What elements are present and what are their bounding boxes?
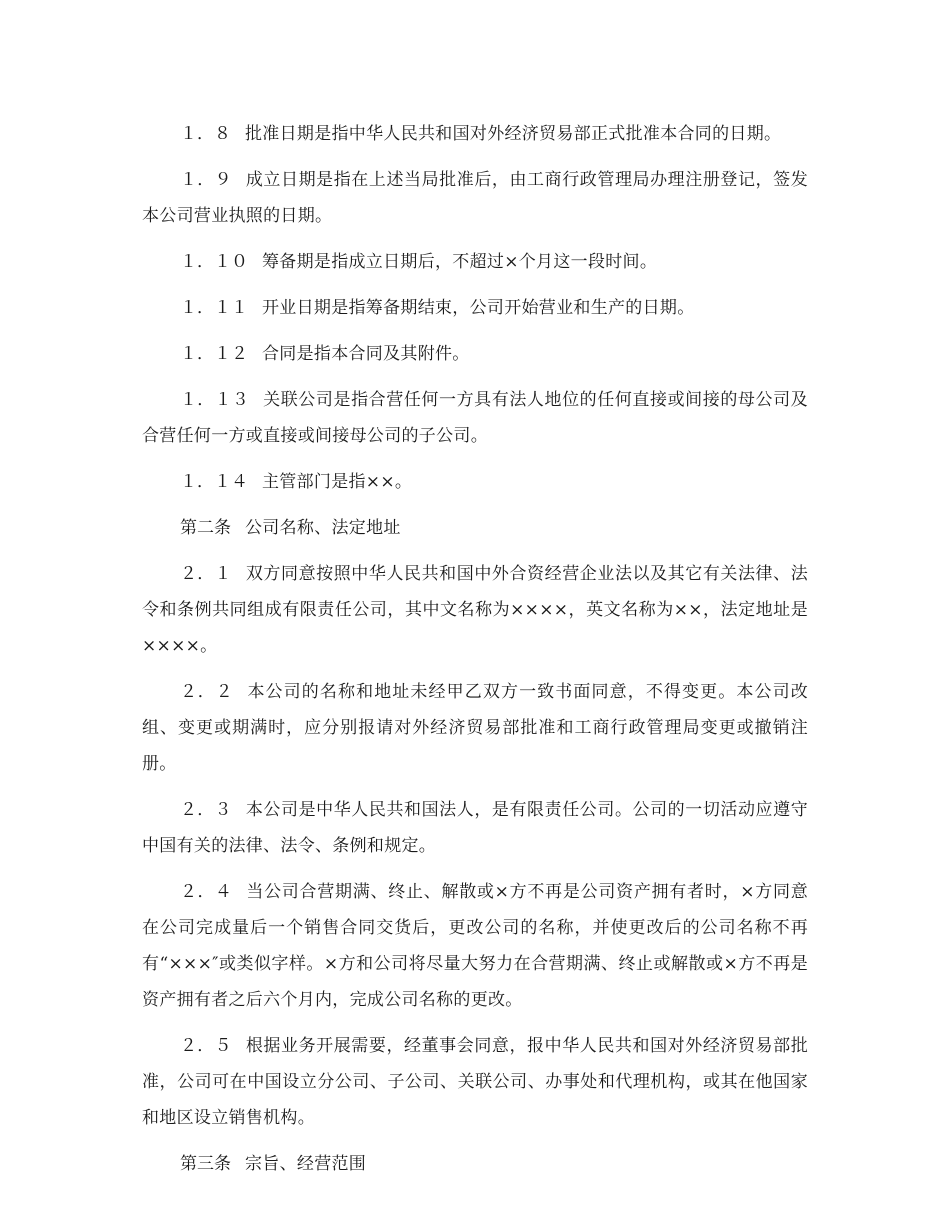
clause-2-1: [142, 556, 808, 664]
clause-number: ２．１: [180, 564, 232, 584]
clause-2-3: [142, 792, 808, 864]
clause-number: １．８: [180, 124, 231, 144]
clause-text: 本公司是中华人民共和国法人，是有限责任公司。公司的一切活动应遵守中国有关的法律、法令、条例和规定。: [142, 800, 809, 856]
clause-1-8: [142, 116, 808, 152]
article-3-heading: [142, 1146, 808, 1182]
article-number: 第二条: [180, 518, 231, 538]
article-title: 公司名称、法定地址: [245, 518, 401, 538]
clause-text: 双方同意按照中华人民共和国中外合资经营企业法以及其它有关法律、法令和条例共同组成有限责任公司，其中文名称为××××，英文名称为××，法定地址是××××。: [142, 564, 809, 656]
clause-number: ２．５: [180, 1036, 232, 1056]
clause-1-14: [142, 464, 808, 500]
clause-number: ２．４: [180, 882, 233, 902]
clause-number: ２．２: [180, 682, 234, 702]
clause-1-11: [142, 290, 808, 326]
clause-text: 成立日期是指在上述当局批准后，由工商行政管理局办理注册登记，签发本公司营业执照的日期。: [142, 170, 809, 226]
clause-number: ２．３: [180, 800, 232, 820]
article-title: 宗旨、经营范围: [245, 1154, 367, 1174]
clause-number: １．１０: [180, 252, 248, 272]
clause-number: １．１３: [180, 390, 250, 410]
clause-2-5: [142, 1028, 808, 1136]
clause-1-9: [142, 162, 808, 234]
clause-number: １．１２: [180, 344, 248, 364]
clause-2-2: [142, 674, 808, 782]
clause-number: １．９: [180, 170, 232, 190]
clause-text: 当公司合营期满、终止、解散或×方不再是公司资产拥有者时，×方同意在公司完成量后一个销售合同交货后，更改公司的名称，并使更改后的公司名称不再有“×××″或类似字样。×方和公司将尽量大努力在合营期满、终止或解散或×方不再是资产拥有者之后六个月内，完成公司名称的更改。: [142, 882, 809, 1010]
clause-text: 本公司的名称和地址未经甲乙双方一致书面同意，不得变更。本公司改组、变更或期满时，应分别报请对外经济贸易部批准和工商行政管理局变更或撤销注册。: [142, 682, 808, 774]
clause-text: 关联公司是指合营任何一方具有法人地位的任何直接或间接的母公司及合营任何一方或直接或间接母公司的子公司。: [142, 390, 808, 446]
clause-text: 合同是指本合同及其附件。: [262, 344, 470, 364]
clause-2-4: [142, 874, 808, 1018]
clause-number: １．１１: [180, 298, 248, 318]
clause-number: １．１４: [180, 472, 248, 492]
clause-text: 主管部门是指××。: [262, 472, 413, 492]
clause-text: 批准日期是指中华人民共和国对外经济贸易部正式批准本合同的日期。: [245, 124, 782, 144]
document-body: [142, 116, 808, 1192]
clause-text: 开业日期是指筹备期结束，公司开始营业和生产的日期。: [262, 298, 695, 318]
clause-1-10: [142, 244, 808, 280]
clause-text: 根据业务开展需要，经董事会同意，报中华人民共和国对外经济贸易部批准，公司可在中国设立分公司、子公司、关联公司、办事处和代理机构，或其在他国家和地区设立销售机构。: [142, 1036, 809, 1128]
article-2-heading: [142, 510, 808, 546]
clause-1-13: [142, 382, 808, 454]
article-number: 第三条: [180, 1154, 231, 1174]
clause-1-12: [142, 336, 808, 372]
clause-text: 筹备期是指成立日期后，不超过×个月这一段时间。: [262, 252, 658, 272]
